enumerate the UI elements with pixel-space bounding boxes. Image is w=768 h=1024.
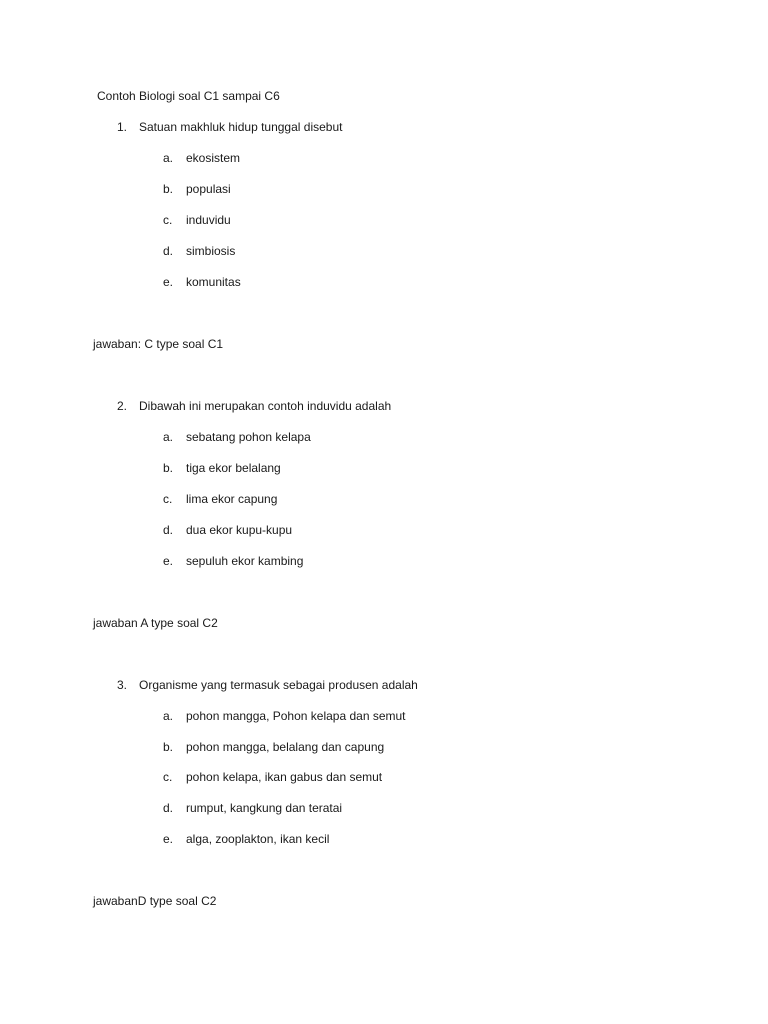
option-text: rumput, kangkung dan teratai [186,801,343,815]
option-text: lima ekor capung [186,492,278,506]
option-letter: c. [163,213,173,227]
answer-line: jawaban A type soal C2 [93,616,218,630]
option-letter: a. [163,709,174,723]
option-letter: a. [163,151,174,165]
option-letter: e. [163,554,174,568]
option-text: simbiosis [186,244,236,258]
option-letter: e. [163,832,174,846]
question-text: Satuan makhluk hidup tunggal disebut [139,120,343,134]
option-letter: e. [163,275,174,289]
option-text: pohon mangga, belalang dan capung [186,740,385,754]
option-text: sepuluh ekor kambing [186,554,304,568]
option-text: induvidu [186,213,231,227]
option-letter: d. [163,244,174,258]
question-number: 1. [117,120,128,134]
answer-line: jawaban: C type soal C1 [93,337,224,351]
option-letter: d. [163,523,174,537]
question-number: 2. [117,399,128,413]
option-letter: b. [163,182,174,196]
option-text: ekosistem [186,151,241,165]
option-text: pohon mangga, Pohon kelapa dan semut [186,709,406,723]
option-text: alga, zooplakton, ikan kecil [186,832,330,846]
question-text: Dibawah ini merupakan contoh induvidu adalah [139,399,392,413]
option-letter: c. [163,770,173,784]
option-text: sebatang pohon kelapa [186,430,311,444]
option-text: komunitas [186,275,241,289]
option-text: dua ekor kupu-kupu [186,523,293,537]
option-letter: b. [163,740,174,754]
question-number: 3. [117,678,128,692]
option-letter: d. [163,801,174,815]
option-letter: a. [163,430,174,444]
option-letter: b. [163,461,174,475]
question-text: Organisme yang termasuk sebagai produsen adalah [139,678,418,692]
option-text: tiga ekor belalang [186,461,281,475]
option-text: populasi [186,182,231,196]
option-text: pohon kelapa, ikan gabus dan semut [186,770,383,784]
answer-line: jawabanD type soal C2 [93,894,217,908]
option-letter: c. [163,492,173,506]
document-title: Contoh Biologi soal C1 sampai C6 [97,89,280,103]
